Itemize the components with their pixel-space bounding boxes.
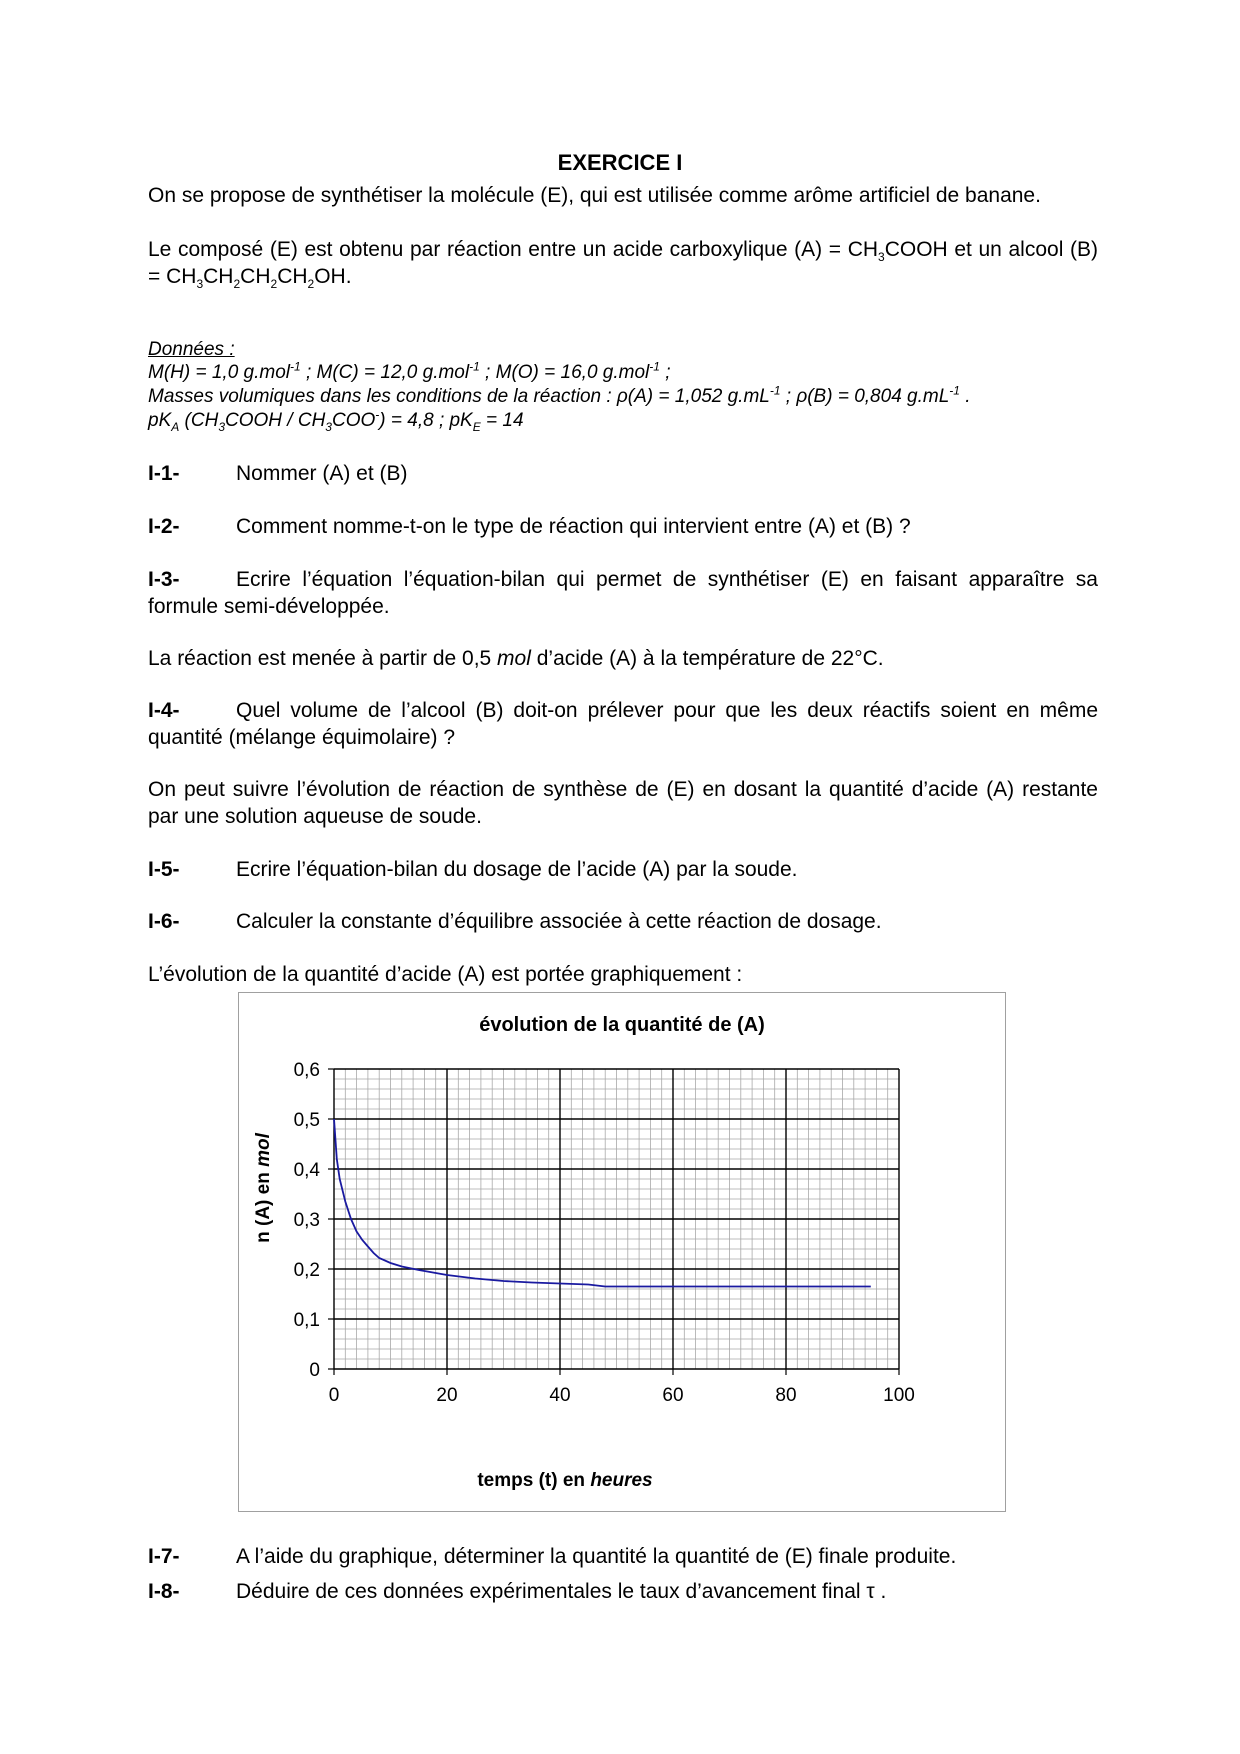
y-tick-label: 0,4: [293, 1160, 320, 1181]
y-tick-label: 0: [309, 1360, 320, 1381]
question-6: I-6- Calculer la constante d’équilibre associée à cette réaction de dosage.: [148, 910, 882, 933]
donnees-masses-volumiques: Masses volumiques dans les conditions de la réaction : ρ(A) = 1,052 $g.mL^{-1}$ ; ρ(B) = 0,804 $g.mL^{-1}$ .: [148, 383, 971, 407]
chart-y-axis-label: n (A) en mol: [253, 1133, 274, 1243]
suivi-paragraph: On peut suivre l’évolution de réaction de synthèse de (E) en dosant la quantité d’acide (A) restante par une solution aqueuse de soude.: [148, 778, 1098, 828]
x-tick-label: 40: [549, 1385, 571, 1406]
question-3: I-3- Ecrire l’équation l’équation-bilan qui permet de synthétiser (E) en faisant apparaître sa formule semi-développée.: [148, 568, 1098, 618]
question-5: I-5- Ecrire l’équation-bilan du dosage de l’acide (A) par la soude.: [148, 858, 798, 881]
y-tick-label: 0,3: [293, 1210, 320, 1231]
y-tick-label: 0,5: [293, 1110, 320, 1131]
question-7: I-7- A l’aide du graphique, déterminer la quantité la quantité de (E) finale produite.: [148, 1545, 957, 1568]
exercise-title: EXERCICE I: [557, 150, 683, 175]
chart-x-axis-label: temps (t) en heures: [477, 1470, 653, 1491]
series-line: [334, 1119, 871, 1287]
chart-frame: [238, 992, 1006, 1512]
donnees-pka: $pK_A$ $(CH_3COOH / CH_3COO^-) = 4,8$ ; $pK_E = 14$: [148, 407, 524, 434]
x-tick-label: 60: [662, 1385, 684, 1406]
y-tick-label: 0,1: [293, 1310, 320, 1331]
y-tick-label: 0,2: [293, 1260, 320, 1281]
donnees-masses: M(H) = 1,0 g.mol$^{-1}$ ; M(C) = 12,0 g.mol$^{-1}$ ; M(O) = 16,0 g.mol$^{-1}$ ;: [148, 359, 671, 383]
y-tick-label: 0,6: [293, 1060, 320, 1081]
x-tick-label: 100: [883, 1385, 915, 1406]
reaction-conditions: La réaction est menée à partir de 0,5 mol d’acide (A) à la température de 22°C.: [148, 647, 884, 670]
x-tick-label: 20: [436, 1385, 458, 1406]
chart-title: évolution de la quantité de (A): [479, 1014, 765, 1036]
x-tick-label: 0: [328, 1385, 340, 1406]
question-2: I-2- Comment nomme-t-on le type de réaction qui intervient entre (A) et (B) ?: [148, 515, 911, 538]
question-8: I-8- Déduire de ces données expérimentales le taux d’avancement final τ .: [148, 1580, 887, 1603]
question-1: I-1- Nommer (A) et (B): [148, 462, 408, 485]
chart-y-tick-labels: [294, 1060, 334, 1381]
intro-paragraph-1: On se propose de synthétiser la molécule (E), qui est utilisée comme arôme artificiel de banane.: [148, 184, 1041, 207]
chart-svg: [239, 993, 1005, 1511]
question-4: I-4- Quel volume de l’alcool (B) doit-on prélever pour que les deux réactifs soient en même quantité (mélange équimolaire) ?: [148, 699, 1098, 749]
chart-series: [334, 1119, 871, 1287]
chart-x-tick-labels: [329, 1369, 915, 1406]
x-tick-label: 80: [775, 1385, 797, 1406]
donnees-heading: Données :: [148, 339, 235, 360]
graph-intro: L’évolution de la quantité d’acide (A) est portée graphiquement :: [148, 963, 743, 986]
intro-paragraph-2: Le composé (E) est obtenu par réaction entre un acide carboxylique $(A) = CH_3COOH$ et un alcool $(B) = CH_3CH_2CH_2CH_2OH$.: [148, 238, 1098, 292]
